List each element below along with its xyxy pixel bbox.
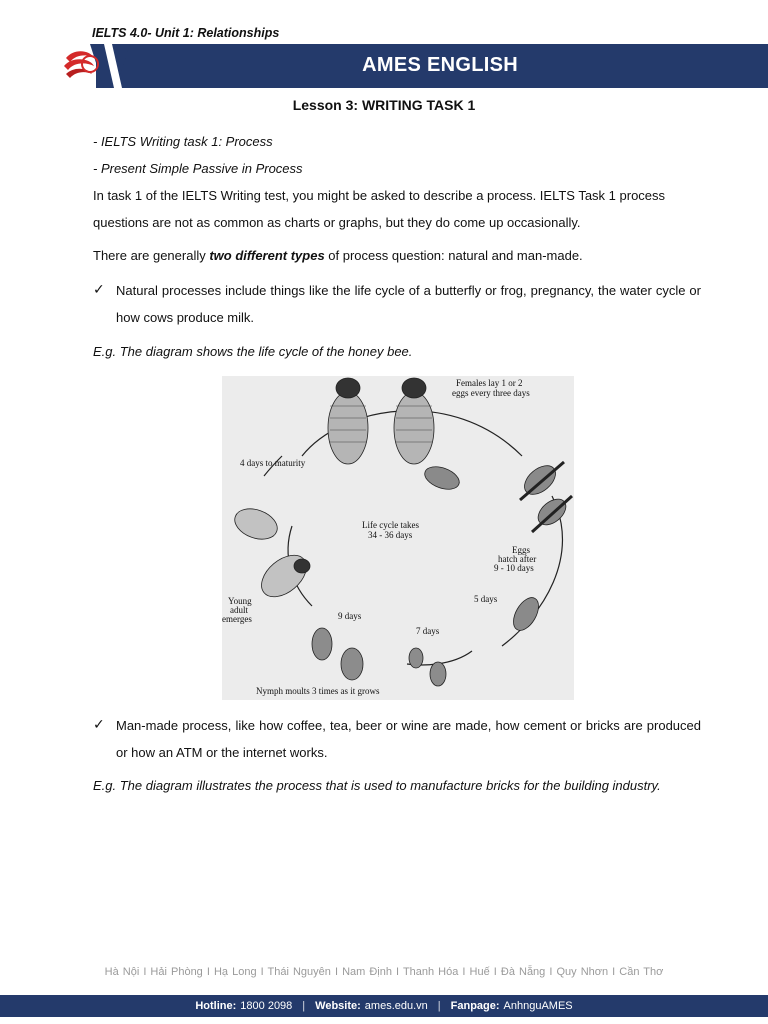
website-link[interactable]: ames.edu.vn [364, 1000, 428, 1012]
ames-logo-icon [60, 44, 140, 88]
label-maturity: 4 days to maturity [240, 458, 306, 468]
label-eggs-1: Eggs [512, 545, 530, 555]
footer-separator: | [302, 1000, 306, 1012]
honey-bee-diagram [222, 376, 574, 700]
intro-paragraph: In task 1 of the IELTS Writing test, you might be asked to describe a process. IELTS Task 1 process questions are not as common as charts or graphs, but they do come up occasionally. [93, 188, 666, 230]
manmade-bullet: Man-made process, like how coffee, tea, beer or wine are made, how cement or bricks are produced or how an ATM or the internet works. [116, 718, 701, 760]
example-honey-bee: E.g. The diagram shows the life cycle of the honey bee. [93, 344, 413, 359]
label-young-3: emerges [222, 614, 252, 624]
point-process: - IELTS Writing task 1: Process [93, 134, 273, 149]
header-banner [60, 44, 768, 88]
city-list: Hà Nội I Hải Phòng I Hạ Long I Thái Nguyên I Nam Định I Thanh Hóa I Huế I Đà Nẵng I Quy Nhơn I Cần Thơ [104, 966, 664, 978]
point-passive: - Present Simple Passive in Process [93, 161, 303, 176]
website-label: Website: [315, 1000, 361, 1012]
footer-bar [0, 995, 768, 1017]
lesson-title: Lesson 3: WRITING TASK 1 [292, 97, 476, 113]
check-icon: ✓ [93, 716, 105, 732]
label-young-2: adult [230, 605, 248, 615]
label-young-1: Young [228, 596, 252, 606]
unit-label: IELTS 4.0- Unit 1: Relationships [92, 26, 280, 40]
label-eggs-3: 9 - 10 days [494, 563, 534, 573]
footer-separator: | [437, 1000, 441, 1012]
natural-bullet: Natural processes include things like the life cycle of a butterfly or frog, pregnancy, the water cycle or how cows produce milk. [116, 283, 701, 325]
label-center-2: 34 - 36 days [368, 530, 413, 540]
types-after: of process question: natural and man-made. [324, 248, 583, 263]
example-bricks: E.g. The diagram illustrates the process that is used to manufacture bricks for the building industry. [93, 778, 661, 793]
brand-title: AMES ENGLISH [362, 54, 518, 76]
label-nymph: Nymph moults 3 times as it grows [256, 686, 380, 696]
label-eggs-2: hatch after [498, 554, 537, 564]
types-paragraph [93, 242, 701, 269]
label-seven-days: 7 days [416, 626, 440, 636]
label-nine-days: 9 days [338, 611, 362, 621]
types-emphasis: two different types [209, 248, 325, 263]
label-center-1: Life cycle takes [362, 520, 419, 530]
fanpage-link[interactable]: AnhnguAMES [503, 1000, 573, 1012]
types-before: There are generally [93, 248, 210, 263]
label-females-2: eggs every three days [452, 388, 530, 398]
label-five-days: 5 days [474, 594, 498, 604]
hotline-value: 1800 2098 [240, 1000, 293, 1012]
check-icon: ✓ [93, 281, 105, 297]
hotline-label: Hotline: [195, 1000, 237, 1012]
label-females: Females lay 1 or 2 [456, 378, 523, 388]
fanpage-label: Fanpage: [450, 1000, 500, 1012]
